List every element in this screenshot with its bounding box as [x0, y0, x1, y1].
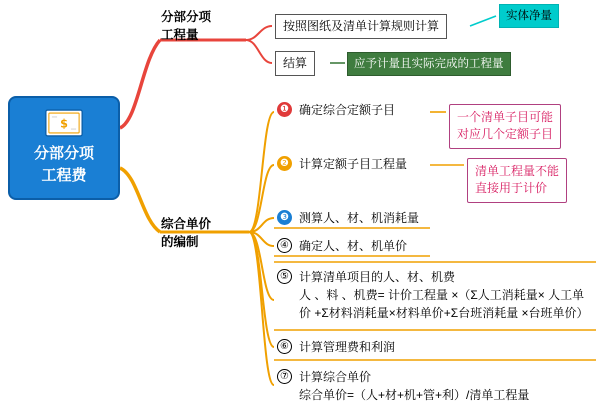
step-text-2: 计算定额子目工程量 — [299, 157, 408, 171]
step-row-4[interactable] — [277, 237, 407, 255]
callout-r1-line2: 对应几个定额子目 — [457, 127, 554, 142]
callout-net-quantity: 实体净量 — [499, 4, 559, 28]
step-row-1[interactable] — [277, 101, 395, 119]
step-text-5-line2: 人 、料 、机费= 计价工程量 ×（Σ人工消耗量× 人工单 — [299, 288, 585, 302]
step-text-7 — [299, 368, 529, 404]
step-number-6: ⑥ — [277, 339, 292, 354]
step-row-7[interactable] — [277, 368, 597, 404]
step-row-3[interactable] — [277, 209, 419, 227]
leaf-calc-by-drawing-rules[interactable]: 按照图纸及清单计算规则计算 — [275, 14, 447, 39]
root-node[interactable] — [8, 96, 120, 200]
branch2-title-line2: 的编制 — [161, 235, 199, 250]
branch-title-unit-price[interactable] — [161, 215, 245, 251]
step-text-7-line2: 综合单价=（人+材+机+管+利）/清单工程量 — [299, 388, 530, 402]
callout-r1-line1: 一个清单子目可能 — [457, 110, 554, 124]
callout-r2-line2: 直接用于计价 — [475, 181, 548, 196]
callout-actual-completed-quantity: 应予计量且实际完成的工程量 — [347, 52, 511, 76]
callout-r2-line1: 清单工程量不能 — [475, 164, 560, 178]
step-row-2[interactable] — [277, 155, 407, 173]
leaf-settlement[interactable]: 结算 — [275, 51, 315, 76]
root-node-label-line1: 分部分项 — [33, 145, 94, 163]
step-number-3: ❸ — [277, 210, 292, 225]
step-number-7: ⑦ — [277, 369, 292, 384]
step-number-2: ❷ — [277, 156, 292, 171]
step-number-4: ④ — [277, 238, 292, 253]
step-row-5[interactable] — [277, 268, 597, 322]
branch1-title-line1: 分部分项 — [161, 10, 212, 24]
svg-text:$: $ — [60, 117, 68, 131]
step-row-6[interactable] — [277, 338, 395, 356]
branch2-title-line1: 综合单价 — [161, 217, 212, 231]
step-text-5 — [299, 268, 589, 322]
step-text-3: 测算人、材、机消耗量 — [299, 211, 420, 225]
callout-one-item-multiple-quotas — [449, 104, 561, 149]
branch1-title-line2: 工程量 — [161, 28, 199, 43]
callout-quantity-not-for-pricing — [467, 158, 567, 203]
step-text-5-line3: 价 +Σ材料消耗量×材料单价+Σ台班消耗量 ×台班单价） — [299, 306, 589, 320]
step-number-1: ❶ — [277, 102, 292, 117]
step-text-4: 确定人、材、机单价 — [299, 239, 408, 253]
step-text-5-line1: 计算清单项目的人、材、机费 — [299, 270, 456, 284]
step-text-7-line1: 计算综合单价 — [299, 370, 372, 384]
branch-title-quantity[interactable] — [161, 8, 245, 44]
step-text-1: 确定综合定额子目 — [299, 103, 396, 117]
money-icon — [45, 109, 83, 137]
root-node-label-line2: 工程费 — [41, 167, 87, 184]
step-number-5: ⑤ — [277, 269, 292, 284]
step-text-6: 计算管理费和利润 — [299, 340, 396, 354]
